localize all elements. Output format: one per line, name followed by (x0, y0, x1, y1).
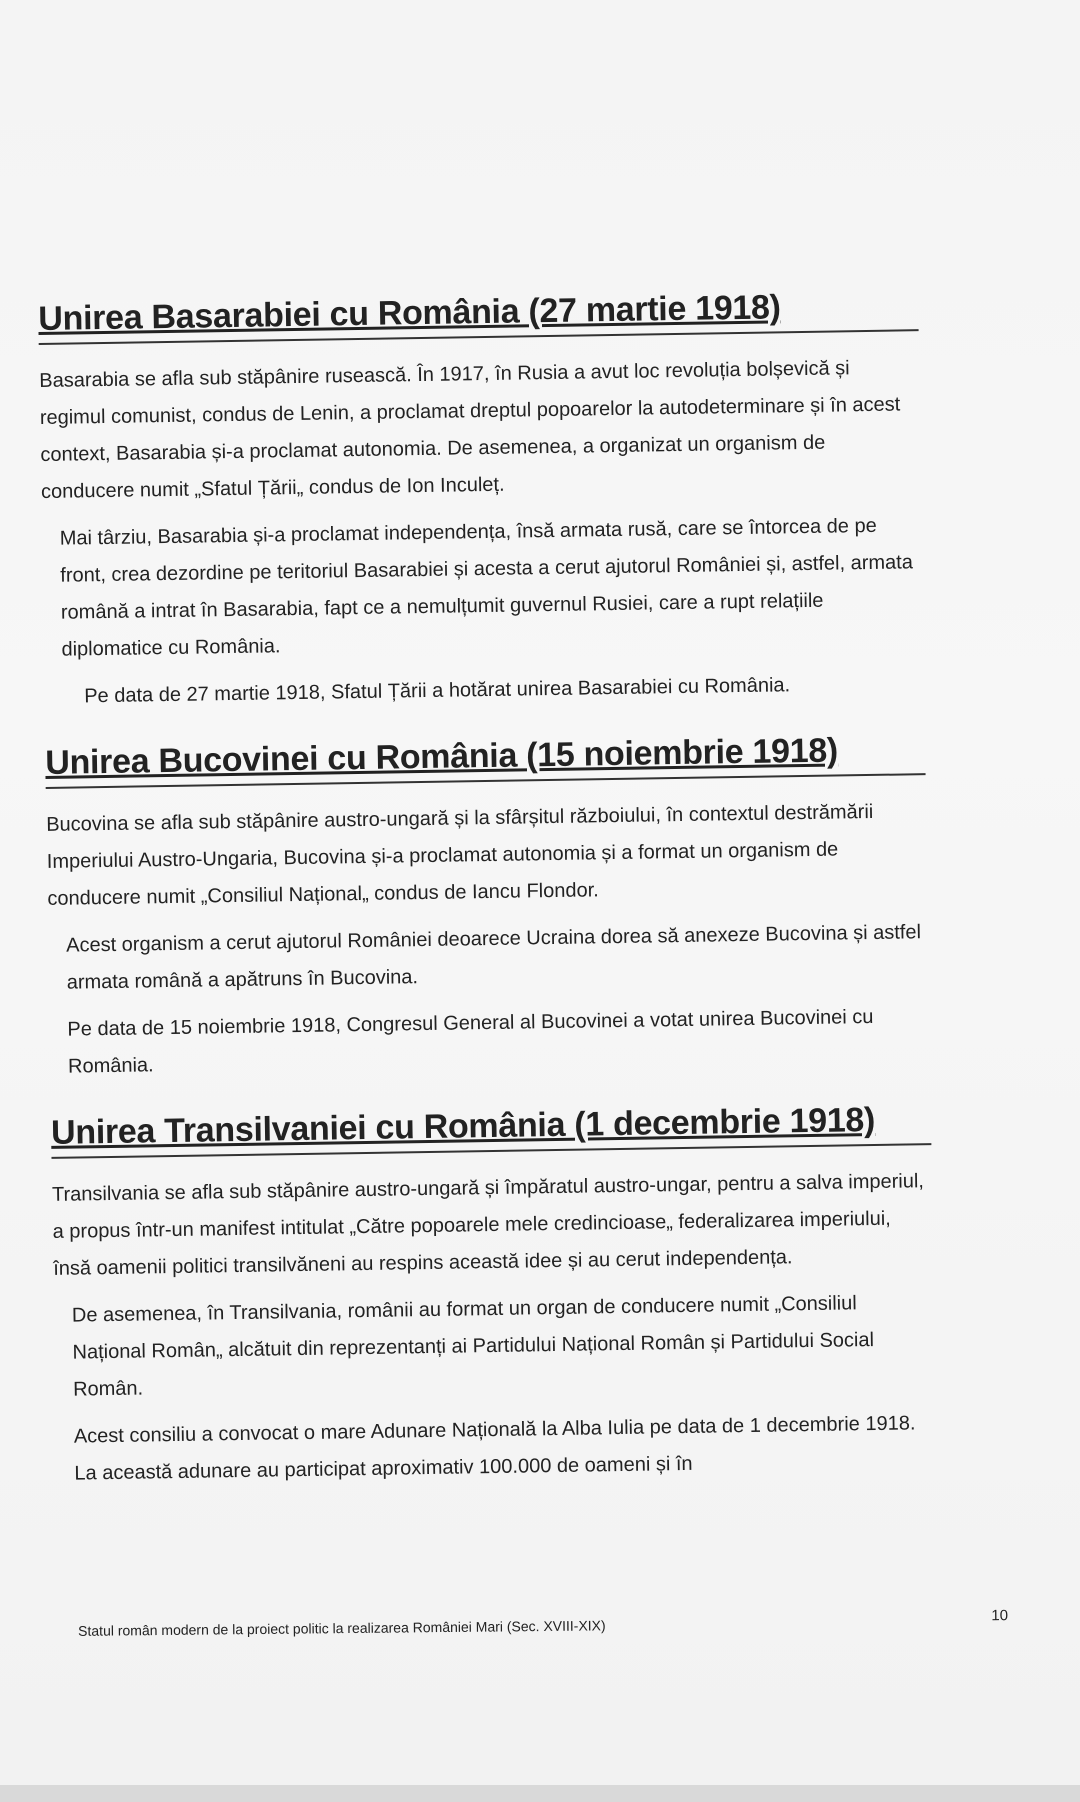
paragraph: Pe data de 27 martie 1918, Sfatul Țării a hotărat unirea Basarabiei cu România. (84, 674, 791, 708)
paragraph: Pe data de 15 noiembrie 1918, Congresul General al Bucovinei a votat unirea Bucovinei cu România. (67, 1005, 874, 1078)
section-basarabia (38, 286, 924, 716)
section-heading: Unirea Transilvaniei cu România (1 decembrie 1918) (51, 1100, 932, 1159)
footer-title: Statul român modern de la proiect politic la realizarea României Mari (Sec. XVIII-XIX) (78, 1617, 606, 1639)
paragraph: Mai târziu, Basarabia și-a proclamat independența, însă armata rusă, care se întorcea de pe front, crea dezordine pe teritoriul Basarabiei și acesta a cerut ajutorul României și, astfel, armata română a intrat în Basarabia, fapt ce a nemulțumit guvernul Rusiei, care a rupt relațiile diplomatice cu România. (59, 514, 914, 661)
page-footer (78, 1607, 1009, 1639)
section-heading: Unirea Bucovinei cu România (15 noiembrie 1918) (45, 730, 926, 789)
section-heading: Unirea Basarabiei cu România (27 martie 1918) (38, 286, 919, 345)
section-bucovina (45, 730, 930, 1086)
page-content (38, 286, 937, 1521)
paragraph: Acest consiliu a convocat o mare Adunare Națională la Alba Iulia pe data de 1 decembrie 1918. La această adunare au participat aproximativ 100.000 de oameni și în (73, 1412, 916, 1485)
section-transilvania (51, 1100, 937, 1493)
paragraph: De asemenea, în Transilvania, românii au format un organ de conducere numit „Consiliul Național Român„ alcătuit din reprezentanți ai Partidului Național Român și Partidului Social Român. (71, 1292, 875, 1401)
page-bottom-edge (0, 1785, 1080, 1802)
paragraph: Transilvania se afla sub stăpânire austro-ungară și împăratul austro-ungar, pentru a salva imperiul, a propus într-un manifest intitulat „Către popoarele mele credincioase„ federalizarea imperiului, însă oamenii politici transilvăneni au respins această idee și au cerut independența. (51, 1170, 925, 1280)
page-number: 10 (991, 1607, 1009, 1625)
paragraph: Acest organism a cerut ajutorul României deoarece Ucraina dorea să anexeze Bucovina și astfel armata română a apătruns în Bucovina. (65, 921, 922, 994)
paragraph: Bucovina se afla sub stăpânire austro-ungară și la sfârșitul războiului, în contextul destrămării Imperiului Austro-Ungaria, Bucovina și-a proclamat autonomia și a format un organism de conducere numit „Consiliul Național„ condus de Iancu Flondor. (46, 800, 874, 910)
paragraph: Basarabia se afla sub stăpânire rusească. În 1917, în Rusia a avut loc revoluția bolșevică și regimul comunist, condus de Lenin, a proclamat dreptul popoarelor la autodeterminare și în acest context, Basarabia și-a proclamat autonomia. De asemenea, a organizat un organism de conducere numit „Sfatul Țării„ condus de Ion Inculeț. (39, 357, 901, 503)
